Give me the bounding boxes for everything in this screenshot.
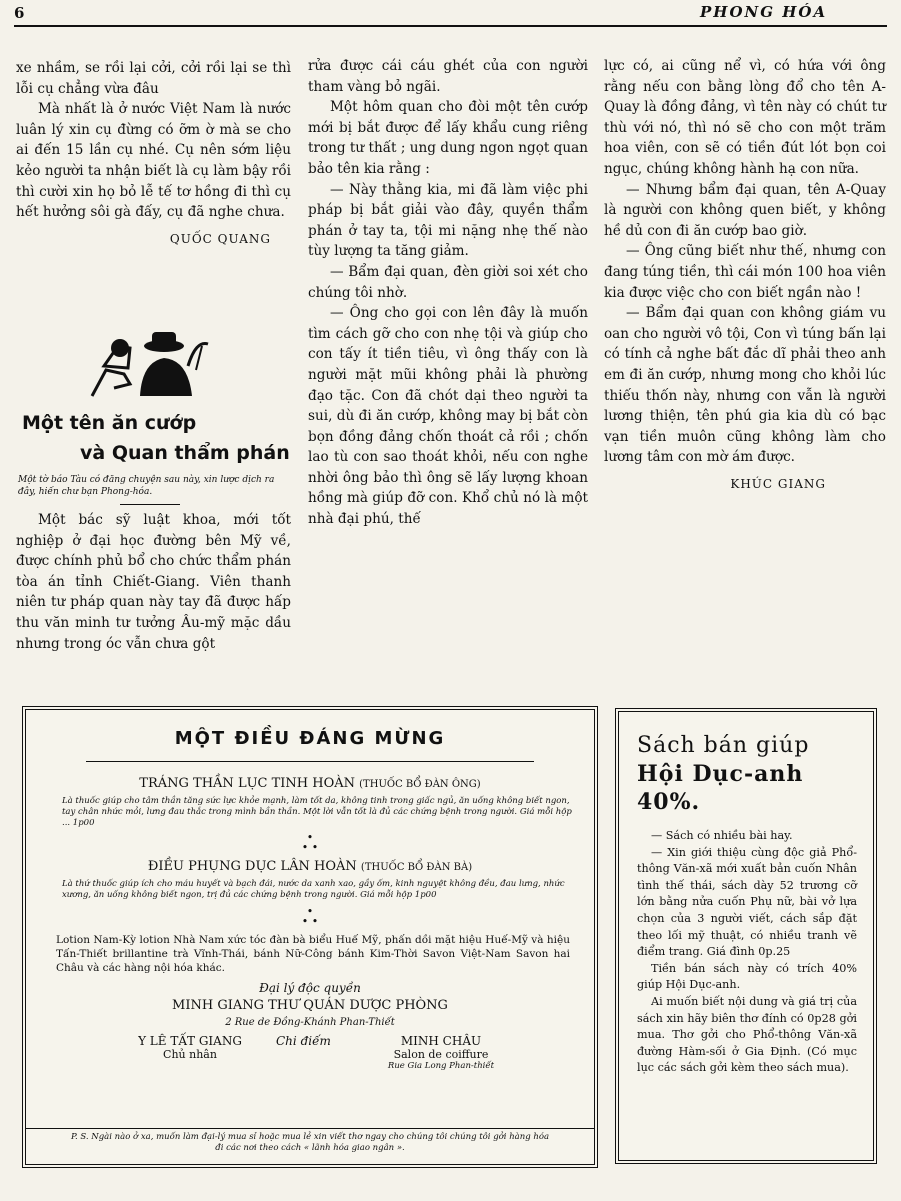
- ad-product-2-note: (THUỐC BỔ ĐÀN BÀ): [360, 862, 473, 873]
- ad-owner: [130, 1034, 250, 1061]
- story-illustration: [84, 318, 219, 398]
- story-col3-paragraph-1: lực có, ai cũng nể vì, có hứa với ông rằng nếu con bằng lòng đổ cho tên A-Quay là đồng đảng, vì tên này có chút tư thù với nó, thì nó sẽ cho con một trăm hoa viên, con sẽ có tiền đút lót bọn coi ngục, chúng không hành hạ con nữa.: [604, 58, 886, 177]
- ad-owner-name: Y LÊ TẤT GIANG: [138, 1034, 242, 1048]
- ad-product-1-name: TRÁNG THẦN LỤC TINH HOÀN: [139, 776, 356, 791]
- ad-agent-address: 2 Rue de Đồng-Khánh Phan-Thiết: [225, 1017, 395, 1028]
- signature-quoc-quang: QUỐC QUANG: [169, 231, 271, 246]
- ad-other-products: Lotion Nam-Kỳ lotion Nhà Nam xức tóc đàn bà biểu Huế Mỹ, phấn dồi mặt hiệu Huế-Mỹ và hiệu Tấn-Thiết brillantine trà Vĩnh-Thái, bánh Nữ-Công bánh Kim-Thời Savon Việt-Nam Savon hai Châu và các hàng nội hóa khác.: [56, 934, 570, 974]
- divider: [120, 504, 180, 505]
- book-ad-body: [637, 828, 857, 1077]
- ad-branch: [356, 1034, 526, 1071]
- column-1: [16, 58, 291, 249]
- story-col2-paragraph-4: — Bẩm đại quan, đèn giời soi xét cho chúng tôi nhờ.: [308, 263, 588, 301]
- ad-product-1: [26, 776, 594, 792]
- ad-branch-label: Chi điếm: [276, 1034, 331, 1048]
- ad-product-2-name: ĐIỀU PHỤNG DỤC LÂN HOÀN: [147, 859, 357, 874]
- ad-branch-desc: Salon de coiffure: [393, 1048, 489, 1061]
- book-ad-heading-line-1: Sách bán giúp: [637, 733, 810, 758]
- book-ad-paragraph-4: Ai muốn biết nội dung và giá trị của sách xin hãy biên thơ đính có 0p28 gởi mua. Thơ gởi cho Phổ-thông Văn-xã đường Hàm-sối ở Gia Định. (Có mục lục các sách gởi kèm theo sách mua).: [637, 994, 857, 1075]
- newspaper-name: PHONG HÓA: [700, 3, 828, 21]
- story-col3-paragraph-4: — Bẩm đại quan con không giám vu oan cho người vô tội, Con vì túng bấn lại có tính cả nghe bất đắc dĩ phải theo anh em đi ăn cướp, nhưng mong cho khỏi lúc thiếu thốn này, nhưng con vẫn là người lương thiện, tên phú gia kia dù có bạc vạn tiền muôn cũng không làm cho lương tâm con mờ ám được.: [604, 305, 886, 466]
- book-ad-paragraph-2: — Xin giới thiệu cùng độc giả Phổ-thông Văn-xã mới xuất bản cuốn Nhân tình thế thái, sách dày 52 trương cỡ lớn bằng nửa cuốn Phụ nữ, bài vở lựa chọn của 3 người viết, cách sắp đặt theo lối mỹ thuật, có nhiều tranh vẽ điểm trang. Giá đình 0p.25: [637, 845, 857, 959]
- ad-agent-name: MINH GIANG THƯ QUÁN DƯỢC PHÒNG: [172, 998, 448, 1013]
- dots-ornament: • • •: [301, 831, 319, 854]
- ad-postscript: P. S. Ngài nào ở xa, muốn làm đại-lý mua sỉ hoặc mua lẻ xin viết thơ ngay cho chúng tôi chúng tôi gởi hàng hóa đi các nơi theo cách « lãnh hóa giao ngân ».: [70, 1132, 550, 1153]
- story-col2-paragraph-2: Một hôm quan cho đòi một tên cướp mới bị bắt được để lấy khẩu cung riêng trong tư thất ; ung dung ngon ngọt quan bảo tên kia rằng :: [308, 99, 588, 177]
- story-col2-paragraph-5: — Ông cho gọi con lên đây là muốn tìm cách gỡ cho con nhẹ tội và giúp cho con tấy ít tiền tiêu, vì ông thấy con là người mặt mũi không phải là phường đạo tặc. Con đã chót dại theo người ta sui, dù đi ăn cướp, không may bị bắt còn bọn đồng đảng chốn thoát cả rồi ; chốn lao tù con sao thoát khỏi, nếu con nghe nhời ông bảo thì ông sẽ lấy lượng khoan hồng mà giúp đỡ con. Khổ chủ nó là một nhà đại phú, thế: [308, 305, 588, 528]
- judge-and-robber-icon: [84, 318, 219, 398]
- column-3: [604, 56, 886, 494]
- story-source-note: Một tờ báo Tàu có đăng chuyện sau này, xin lược dịch ra đây, hiến chư bạn Phong-hóa.: [18, 475, 275, 497]
- advertisement-pharmacy: [22, 706, 598, 1168]
- ad-product-2-desc: Là thứ thuốc giúp ích cho máu huyết và bạch đái, nước da xanh xao, gầy ốm, kinh nguyệt không đều, đau lưng, nhức xương, ăn uống không biết ngon, trị đủ các chứng bệnh trong người. Giá mỗi hộp 1p00: [62, 879, 565, 900]
- story-col3-paragraph-3: — Ông cũng biết như thế, nhưng con đang túng tiền, thì cái món 100 hoa viên kia được việc cho con biết ngần nào !: [604, 243, 886, 301]
- col1-paragraph-1: xe nhầm, se rồi lại cởi, cởi rồi lại se thì lỗi cụ chẳng vừa đâu: [16, 60, 291, 97]
- story-col3-paragraph-2: — Nhưng bẩm đại quan, tên A-Quay là người con không quen biết, y không hề dủ con đi ăn cướp bao giờ.: [604, 181, 886, 239]
- col1-paragraph-2: Mà nhất là ở nước Việt Nam là nước luân lý xin cụ đừng có ỡm ờ mà se cho ai đến 15 lần cụ nhé. Cụ nên sớm liệu kẻo người ta nhận biết là cụ làm bậy rồi thì cười xin họ bỏ lễ tế tơ hồng đi thì cụ hết hưởng sôi gà đấy, cụ đã nghe chưa.: [16, 101, 291, 221]
- story-column-1: [16, 510, 291, 654]
- story-col2-paragraph-3: — Này thằng kia, mi đã làm việc phi pháp bị bắt giải vào đây, quyền thẩm phán ở tay ta, tội mi nặng nhẹ thế nào tùy lượng ta tăng giảm.: [308, 181, 588, 260]
- ad-divider: [86, 761, 534, 762]
- column-2: [308, 56, 588, 530]
- advertisement-book: [615, 708, 877, 1164]
- ad-heading: MỘT ĐIỀU ĐÁNG MỪNG: [174, 728, 446, 749]
- ad-product-1-desc: Là thuốc giúp cho tâm thần tăng sức lực khỏe mạnh, làm tốt da, không tinh trong giấc ngủ, ăn uống không biết ngon, tay chân nhức mỏi, lưng đau thắc trong mình bần thần. Một lời vẫn tốt là đủ các chứng bệnh trong người. Giá mỗi hộp ... 1p00: [62, 796, 572, 828]
- story-title: [22, 410, 290, 466]
- book-ad-heading-line-2: Hội Dục-anh 40%.: [637, 761, 804, 815]
- dots-ornament: • • •: [301, 905, 319, 928]
- ad-branch-address: Rue Gia Long Phan-thiết: [387, 1061, 495, 1071]
- story-col2-paragraph-1: rửa được cái cáu ghét của con người tham vàng bỏ ngãi.: [308, 58, 588, 95]
- page-number: 6: [14, 4, 25, 22]
- story-title-line-2: và Quan thẩm phán: [80, 442, 290, 464]
- story-title-line-1: Một tên ăn cướp: [22, 412, 197, 434]
- ad-owner-title: Chủ nhân: [163, 1048, 217, 1061]
- ad-ps-rule: [26, 1128, 594, 1129]
- book-ad-paragraph-1: — Sách có nhiều bài hay.: [651, 829, 793, 842]
- ad-contacts: [26, 1034, 594, 1078]
- book-ad-heading: [637, 732, 863, 816]
- story-col1-paragraph: Một bác sỹ luật khoa, mới tốt nghiệp ở đại học đường bên Mỹ về, được chính phủ bổ cho chức thẩm phán tòa án tỉnh Chiết-Giang. Viên thanh niên tư pháp quan này tay đã được hấp thu văn minh tư tưởng Âu-mỹ mặc dầu nhưng trong óc vẫn chưa gột: [16, 512, 291, 652]
- book-ad-paragraph-3: Tiền bán sách này có trích 40% giúp Hội Dục-anh.: [637, 961, 857, 992]
- header-rule: [14, 25, 887, 27]
- ad-product-1-note: (THUỐC BỔ ĐÀN ÔNG): [359, 779, 481, 790]
- ad-branch-name: MINH CHÂU: [400, 1034, 482, 1048]
- signature-khuc-giang: KHÚC GIANG: [730, 476, 826, 491]
- ad-agent-label: Đại lý độc quyền: [259, 981, 361, 995]
- ad-product-2: [26, 859, 594, 875]
